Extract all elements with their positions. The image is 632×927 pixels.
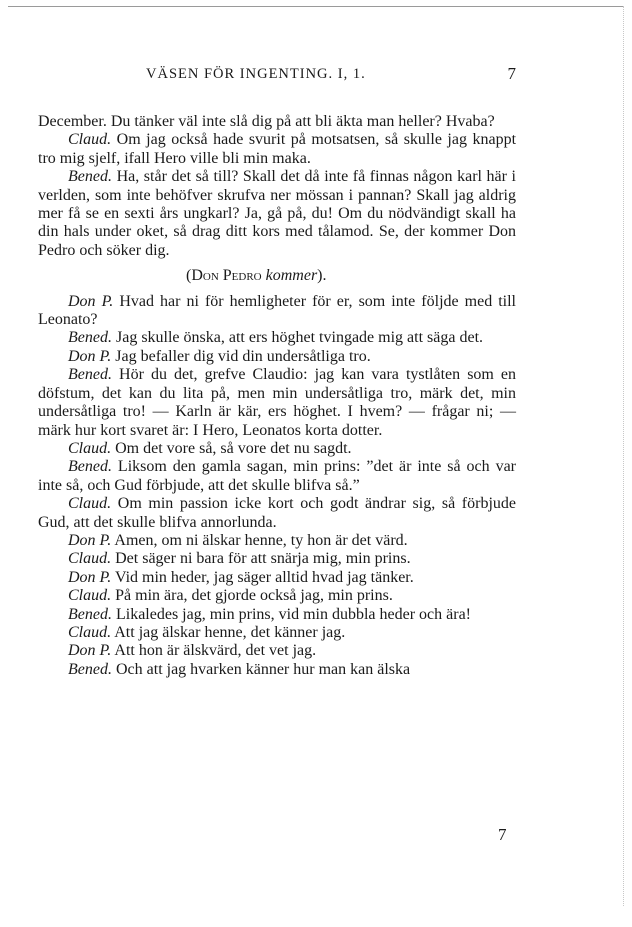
stage-open: ( <box>186 267 192 285</box>
speech-text: Om min passion icke kort och godt ändrar sig, så förbjude Gud, att det skulle blifva annorlunda. <box>38 495 517 531</box>
speaker-name: Claud. <box>68 439 112 457</box>
speaker-name: Claud. <box>68 587 112 605</box>
page-number: 7 <box>507 64 516 83</box>
top-scan-rule <box>8 6 624 7</box>
speech-text: Att hon är älskvärd, det vet jag. <box>114 642 317 660</box>
speech-text: Amen, om ni älskar henne, ty hon är det värd. <box>114 531 408 549</box>
speech-text: Jag befaller dig vid din undersåtliga tro. <box>115 347 371 365</box>
speech <box>38 624 516 642</box>
speaker-name: Bened. <box>68 168 112 186</box>
speech-text: Likaledes jag, min prins, vid min dubbla heder och ära! <box>115 605 471 623</box>
page-edge-line <box>623 6 624 906</box>
speaker-name: Don P. <box>68 568 112 586</box>
speech <box>38 329 516 347</box>
stage-direction <box>38 267 516 285</box>
running-header <box>38 66 516 88</box>
stage-action: kommer <box>265 267 318 285</box>
speaker-name: Bened. <box>68 329 112 347</box>
speech <box>38 642 516 660</box>
speech <box>38 532 516 550</box>
speaker-name: Bened. <box>68 366 112 384</box>
running-title: VÄSEN FÖR INGENTING. I, 1. <box>146 66 366 82</box>
speech-text: Ha, står det så till? Skall det då inte få finnas någon karl här i verlden, som inte behöfver skrufva ner mössan i pannan? Skall jag aldrig mer få se en sexti års ungkarl? Ja, gå på, du! Om du nödvändigt skall ha din hals under oket, så drag ditt kors med tålamod. Se, der kommer Don Pedro och söker dig. <box>38 168 516 259</box>
speech <box>38 606 516 624</box>
signature-number: 7 <box>498 825 507 844</box>
speech <box>38 131 516 168</box>
speaker-name: Claud. <box>68 550 112 568</box>
stage-close: ). <box>317 267 327 285</box>
speaker-name: Claud. <box>68 623 112 641</box>
speech-text: Liksom den gamla sagan, min prins: ”det är inte så och var inte så, och Gud förbjude, att det skulle blifva så.” <box>38 458 517 494</box>
speaker-name: Claud. <box>68 131 112 149</box>
intro-paragraph: December. Du tänker väl inte slå dig på att bli äkta man heller? Hvaba? <box>38 113 495 130</box>
speaker-name: Bened. <box>68 660 112 678</box>
speech <box>38 661 516 679</box>
speaker-name: Claud. <box>68 495 112 513</box>
speech-text: Och att jag hvarken känner hur man kan älska <box>115 660 411 678</box>
speech <box>38 366 516 440</box>
speech <box>38 458 516 495</box>
speech <box>38 495 516 532</box>
speech-text: Att jag älskar henne, det känner jag. <box>114 623 346 641</box>
speech-list-1 <box>38 131 516 260</box>
speech-text: Hör du det, grefve Claudio: jag kan vara tystlåten som en döfstum, det kan du lita på, men min undersåtliga tro, märk det, min undersåtliga tro! — Karln är kär, ers höghet. I hvem? — frågar ni; — märk hur kort svaret är: I Hero, Leonatos korta dotter. <box>38 366 517 439</box>
speaker-name: Don P. <box>68 292 114 310</box>
speech-text: Jag skulle önska, att ers höghet tvingade mig att säga det. <box>115 329 484 347</box>
speech-text: Hvad har ni för hemligheter för er, som inte följde med till Leonato? <box>38 292 517 329</box>
speech-text: Om det vore så, så vore det nu sagdt. <box>115 439 352 457</box>
speech-text: På min ära, det gjorde också jag, min prins. <box>115 587 393 605</box>
body-text <box>38 113 516 679</box>
stage-character: Don Pedro <box>191 267 262 285</box>
speaker-name: Don P. <box>68 347 112 365</box>
speech <box>38 587 516 605</box>
speaker-name: Don P. <box>68 531 112 549</box>
speech <box>38 348 516 366</box>
speaker-name: Bened. <box>68 458 112 476</box>
speaker-name: Bened. <box>68 605 112 623</box>
speaker-name: Don P. <box>68 642 112 660</box>
speech <box>38 440 516 458</box>
speech-text: Det säger ni bara för att snärja mig, min prins. <box>115 550 411 568</box>
speech <box>38 569 516 587</box>
speech <box>38 293 516 330</box>
speech <box>38 550 516 568</box>
speech-text: Vid min heder, jag säger alltid hvad jag tänker. <box>114 568 414 586</box>
speech-text: Om jag också hade svurit på motsatsen, så skulle jag knappt tro mig sjelf, ifall Hero ville bli min maka. <box>38 131 517 167</box>
speech <box>38 168 516 260</box>
speech-list-2 <box>38 293 516 680</box>
